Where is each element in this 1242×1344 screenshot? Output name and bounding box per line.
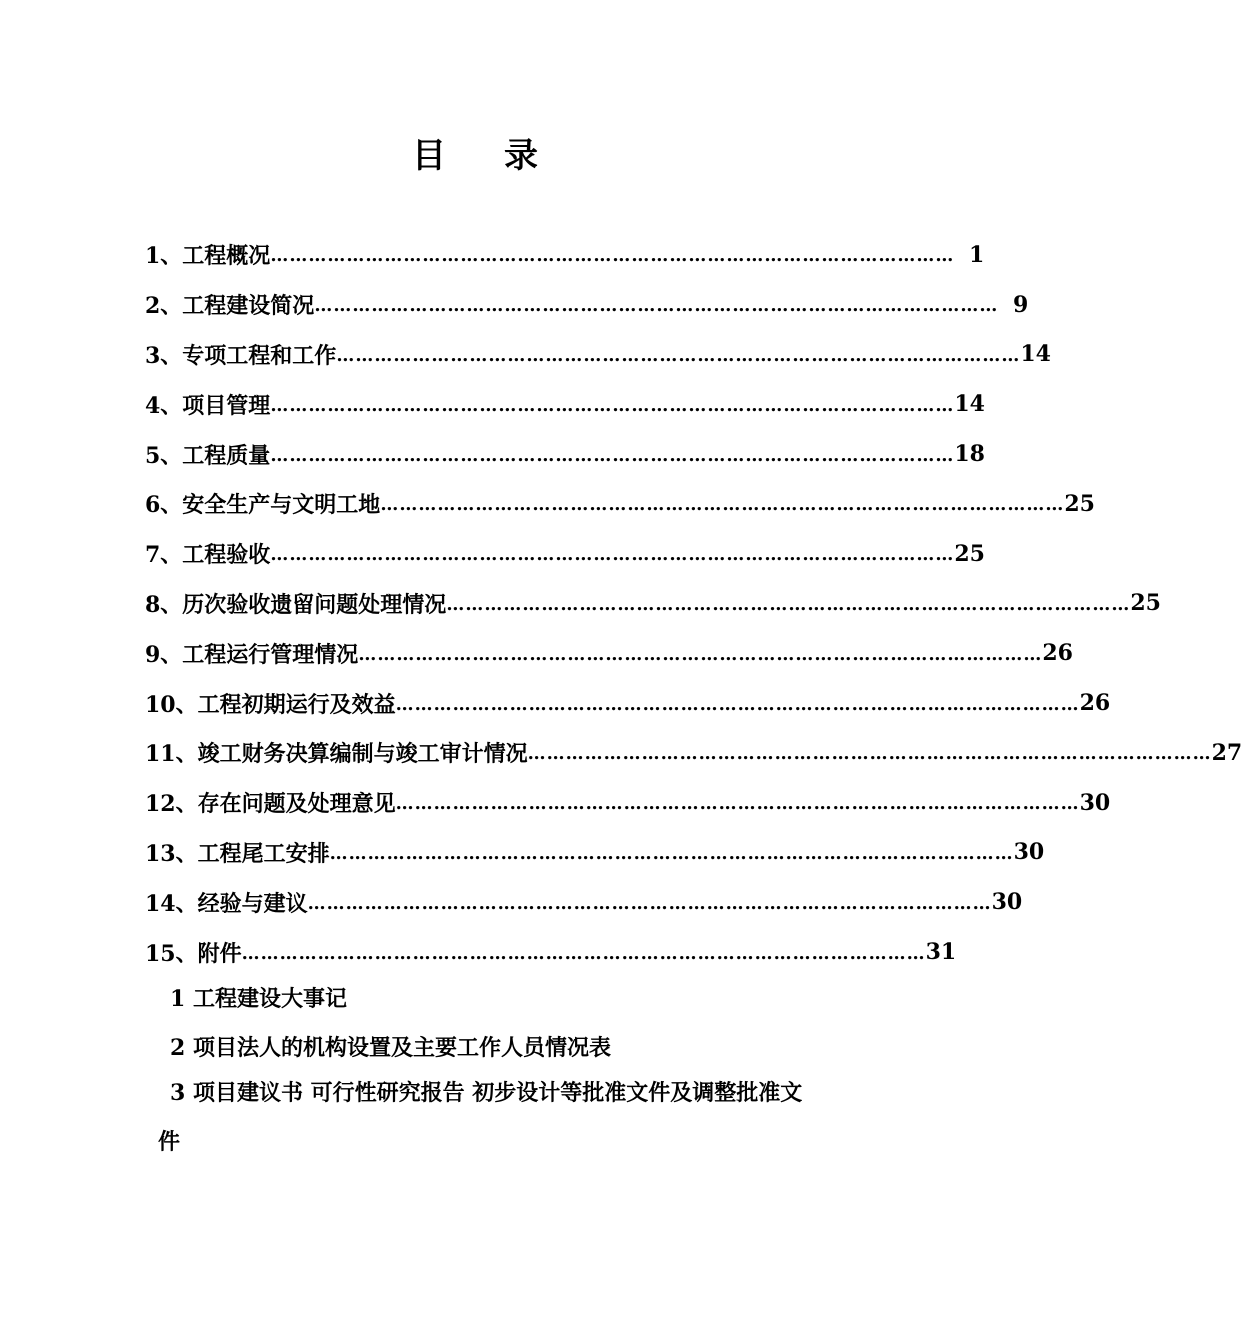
- toc-entry-4[interactable]: [145, 379, 985, 429]
- toc-entry-11[interactable]: [145, 728, 1242, 778]
- dot-leader: ………………………………………………………………………………………………: [270, 444, 955, 466]
- attachment-item-2: 2 项目法人的机构设置及主要工作人员情况表: [170, 1035, 611, 1061]
- dot-leader: ………………………………………………………………………………………………: [241, 942, 926, 964]
- toc-entry-5[interactable]: [145, 429, 985, 479]
- title-char-2: 录: [504, 136, 538, 176]
- toc-entry-page: 14: [954, 391, 985, 418]
- toc-entry-12[interactable]: [145, 778, 1111, 828]
- toc-entry-page: 26: [1079, 690, 1111, 717]
- toc-entry-10[interactable]: [145, 678, 1111, 728]
- page-title: [0, 128, 950, 177]
- toc-entry-label: 4、项目管理: [145, 392, 271, 419]
- toc-entry-label: 15、附件: [145, 940, 242, 967]
- toc-entry-page: 30: [1079, 789, 1111, 816]
- toc-entry-page: 1: [969, 241, 985, 268]
- toc-entry-page: 27: [1211, 739, 1242, 766]
- toc-entry-label: 6、安全生产与文明工地: [145, 492, 381, 519]
- dot-leader: ………………………………………………………………………………………………: [329, 842, 1014, 864]
- toc-entry-8[interactable]: [145, 579, 1161, 629]
- toc-entry-label: 10、工程初期运行及效益: [145, 691, 396, 718]
- toc-entry-label: 7、工程验收: [145, 542, 271, 569]
- toc-entry-label: 13、工程尾工安排: [145, 840, 330, 867]
- toc-entry-label: 2、工程建设简况: [145, 293, 315, 320]
- toc-entry-label: 8、历次验收遗留问题处理情况: [145, 591, 447, 618]
- toc-entry-6[interactable]: [145, 479, 1095, 529]
- dot-leader: ………………………………………………………………………………………………: [358, 643, 1043, 665]
- toc-entry-page: 18: [954, 441, 985, 468]
- dot-leader: ………………………………………………………………………………………………: [307, 892, 992, 914]
- toc-entry-9[interactable]: [145, 628, 1073, 678]
- dot-leader: ………………………………………………………………………………………………: [380, 494, 1065, 516]
- title-char-1: 目: [412, 136, 446, 176]
- dot-leader: ………………………………………………………………………………………………: [270, 394, 955, 416]
- toc-entry-page: 31: [925, 939, 957, 966]
- toc-entry-3[interactable]: [145, 330, 1051, 380]
- toc-entry-13[interactable]: [145, 828, 1045, 878]
- table-of-contents: [145, 230, 1242, 977]
- attachment-item-1: 1 工程建设大事记: [170, 986, 347, 1012]
- dot-leader: ………………………………………………………………………………………………: [446, 593, 1131, 615]
- toc-entry-7[interactable]: [145, 529, 985, 579]
- toc-entry-page: 25: [954, 540, 985, 567]
- toc-entry-label: 11、竣工财务决算编制与竣工审计情况: [145, 741, 528, 768]
- toc-entry-15[interactable]: [145, 927, 957, 977]
- toc-entry-page: 9: [1013, 291, 1029, 318]
- toc-entry-label: 12、存在问题及处理意见: [145, 791, 396, 818]
- toc-entry-1[interactable]: [145, 230, 985, 280]
- toc-entry-2[interactable]: [145, 280, 1029, 330]
- toc-entry-label: 1、工程概况: [145, 243, 271, 270]
- dot-leader: ………………………………………………………………………………………………: [395, 693, 1080, 715]
- dot-leader: ………………………………………………………………………………………………: [270, 245, 955, 267]
- toc-entry-label: 9、工程运行管理情况: [145, 641, 359, 668]
- toc-entry-page: 25: [1130, 590, 1161, 617]
- toc-entry-page: 14: [1020, 341, 1051, 368]
- toc-entry-14[interactable]: [145, 877, 1023, 927]
- dot-leader: ………………………………………………………………………………………………: [270, 544, 955, 566]
- attachment-item-3: 3 项目建议书 可行性研究报告 初步设计等批准文件及调整批准文件: [158, 1080, 803, 1155]
- toc-entry-label: 5、工程质量: [145, 442, 271, 469]
- toc-entry-label: 3、专项工程和工作: [145, 342, 337, 369]
- dot-leader: ………………………………………………………………………………………………: [527, 743, 1212, 765]
- toc-entry-label: 14、经验与建议: [145, 890, 308, 917]
- toc-entry-page: 30: [1013, 839, 1045, 866]
- toc-entry-page: 25: [1064, 490, 1095, 517]
- toc-entry-page: 30: [991, 889, 1023, 916]
- dot-leader: ………………………………………………………………………………………………: [336, 344, 1021, 366]
- toc-entry-page: 26: [1042, 640, 1073, 667]
- dot-leader: ………………………………………………………………………………………………: [314, 295, 999, 317]
- dot-leader: ………………………………………………………………………………………………: [395, 793, 1080, 815]
